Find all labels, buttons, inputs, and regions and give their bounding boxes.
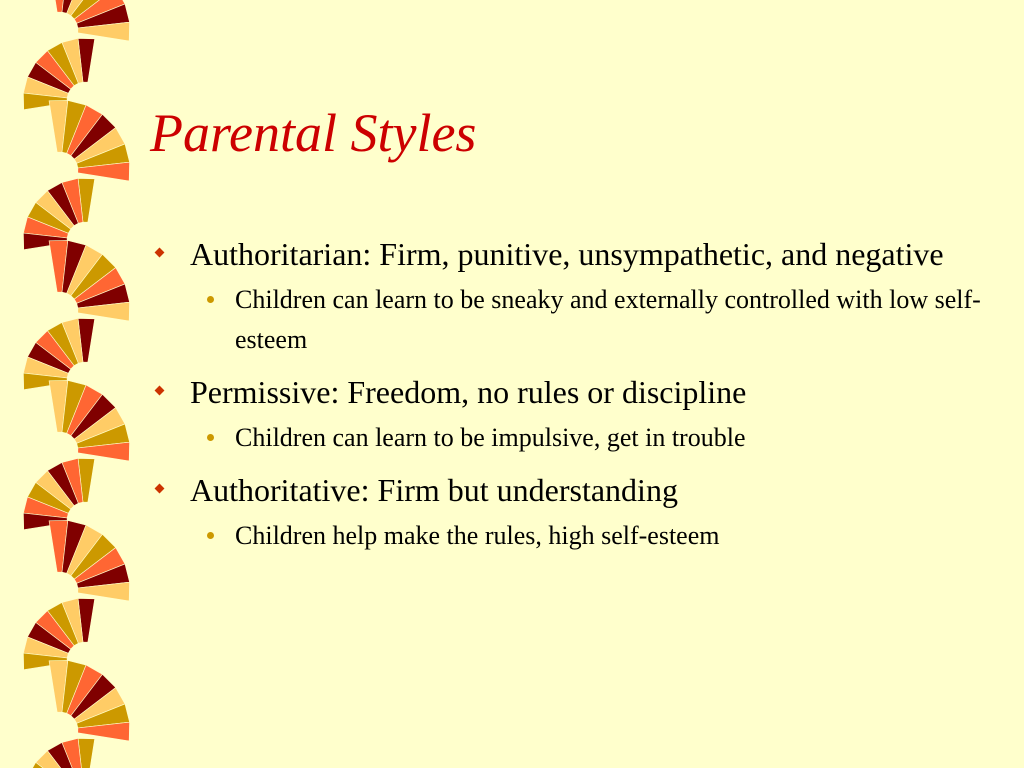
fan-segment <box>23 598 94 669</box>
bullet-list <box>150 232 1010 566</box>
fan-segment <box>49 240 130 321</box>
sub-bullet-text: Children can learn to be sneaky and externally controlled with low self-esteem <box>235 285 981 354</box>
slide-title: Parental Styles <box>150 103 477 163</box>
sub-bullet-item <box>190 418 1010 458</box>
bullet-item <box>150 232 1010 360</box>
diamond-bullet-icon <box>155 484 165 494</box>
bullet-item <box>150 468 1010 556</box>
bullet-item <box>150 370 1010 458</box>
fan-segment <box>49 660 130 741</box>
sub-bullet-item <box>190 280 1010 360</box>
fan-segment <box>23 458 94 529</box>
bullet-text: Authoritarian: Firm, punitive, unsympathetic, and negative <box>190 236 944 272</box>
sub-bullet-list <box>190 418 1010 458</box>
sub-bullet-list <box>190 516 1010 556</box>
fan-segment <box>23 318 94 389</box>
dot-bullet-icon <box>207 532 214 539</box>
fan-segment <box>49 380 130 461</box>
sub-bullet-item <box>190 516 1010 556</box>
sub-bullet-text: Children can learn to be impulsive, get in trouble <box>235 423 746 452</box>
sub-bullet-list <box>190 280 1010 360</box>
sub-bullet-text: Children help make the rules, high self-esteem <box>235 521 720 550</box>
fan-segment <box>49 520 130 601</box>
dot-bullet-icon <box>207 434 214 441</box>
fan-segment <box>49 100 130 181</box>
fan-ribbon-border <box>0 0 140 768</box>
fan-segment <box>49 0 130 41</box>
fan-segment <box>23 178 94 249</box>
fan-segment <box>23 38 94 109</box>
fan-segment <box>23 738 94 768</box>
dot-bullet-icon <box>207 296 214 303</box>
diamond-bullet-icon <box>155 248 165 258</box>
bullet-text: Permissive: Freedom, no rules or discipline <box>190 374 747 410</box>
diamond-bullet-icon <box>155 386 165 396</box>
bullet-text: Authoritative: Firm but understanding <box>190 472 678 508</box>
